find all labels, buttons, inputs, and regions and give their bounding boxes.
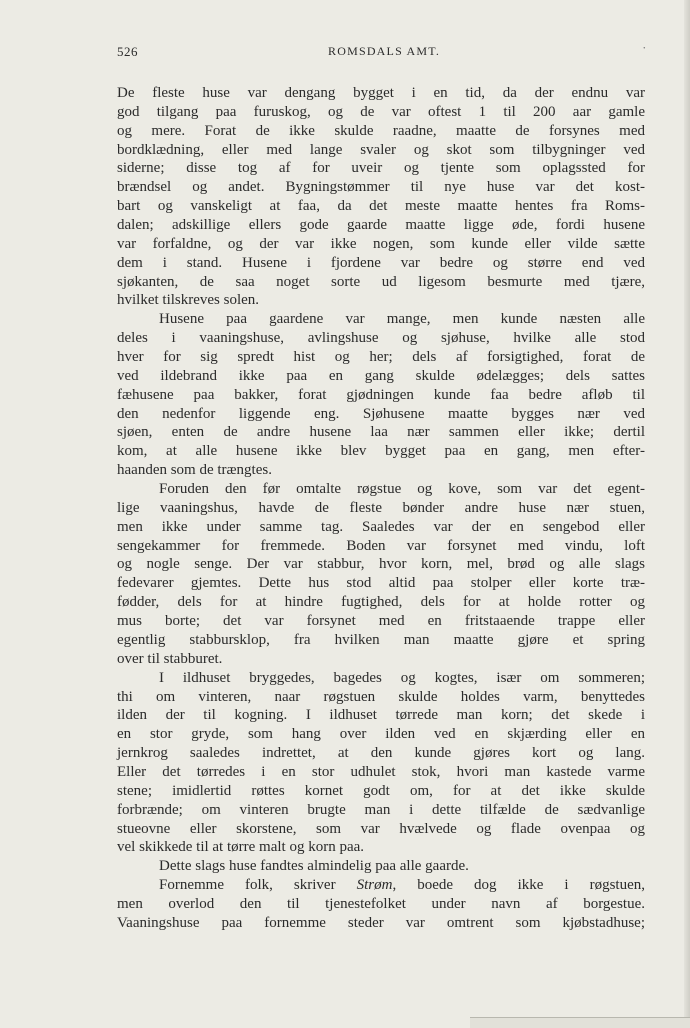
text-line: thi om vinteren, naar røgstuen skulde holdes varm, benyttedes <box>117 688 645 705</box>
text-line: sengekammer for fremmede. Boden var forsynet med vindu, loft <box>117 537 645 554</box>
text-line: over til stabburet. <box>117 650 223 667</box>
text-line: og mere. Forat de ikke skulde raadne, maatte de forsynes med <box>117 122 645 139</box>
text-line: Foruden den før omtalte røgstue og kove, som var det egent- <box>159 481 645 498</box>
text-line: sjøen, enten de andre husene laa nær sammen eller ikke; dertil <box>117 424 645 441</box>
corner-mark: · <box>642 40 647 55</box>
text-line: egentlig stabbursklop, fra hvilken man maatte gjøre et spring <box>117 631 645 648</box>
text-line: men overlod den til tjenestefolket under navn af borgestue. <box>117 895 645 912</box>
text-line: vel skikkede til at tørre malt og korn paa. <box>117 839 365 856</box>
running-head: ROMSDALS AMT. <box>328 44 441 58</box>
text-line: fødder, dels for at hindre fugtighed, dels for at holde rotter og <box>117 594 645 611</box>
text-line: stueovne eller skorstene, som var hvælvede og flade ovenpaa og <box>117 820 645 837</box>
text-fragment: , boede dog ikke i røgstuen, <box>392 877 645 894</box>
text-fragment: Fornemme folk, skriver <box>159 877 357 894</box>
text-line: en stor gryde, som hang over ilden ved en skjærding eller en <box>117 726 645 743</box>
text-line: Vaaningshuse paa fornemme steder var omtrent som kjøbstadhuse; <box>117 914 645 931</box>
text-line: mus borte; det var forsynet med en fritstaaende trappe eller <box>117 613 645 630</box>
page-number: 526 <box>117 44 138 59</box>
text-line: kom, at alle husene ikke blev bygget paa en gang, men efter- <box>117 443 645 460</box>
text-line: I ildhuset bryggedes, bagedes og kogtes, især om sommeren; <box>159 669 645 686</box>
text-line: og nogle senge. Der var stabbur, hvor korn, mel, brød og alle slags <box>117 556 645 573</box>
text-line: siderne; disse tog af for uveir og tjente som oplagssted for <box>117 160 645 177</box>
text-line: den nedenfor liggende eng. Sjøhusene maatte bygges nær ved <box>117 405 645 422</box>
text-line: Eller det tørredes i en stor udhulet stok, hvori man kastede varme <box>117 763 645 780</box>
text-line: men ikke under samme tag. Saaledes var der en sengebod eller <box>117 518 645 535</box>
page-header <box>117 40 647 64</box>
text-line: haanden som de trængtes. <box>117 462 272 479</box>
text-line: sjøkanten, de saa noget sorte ud ligesom besmurte med tjære, <box>117 273 645 290</box>
text-line: hver for sig spredt hist og her; dels af forsigtighed, forat de <box>117 349 645 366</box>
text-line: bordklædning, eller med lange svaler og skot som tilbygninger ved <box>117 141 645 158</box>
text-line: lige vaaningshus, havde de fleste bønder andre huse nær stuen, <box>117 499 645 516</box>
text-line: brændsel og andet. Bygningstømmer til nye huse var det kost- <box>117 179 645 196</box>
text-line: deles i vaaningshuse, avlingshuse og sjøhuse, hvilke alle stod <box>117 330 645 347</box>
text-line-strom <box>117 876 645 895</box>
text-line: Husene paa gaardene var mange, men kunde næsten alle <box>159 311 645 328</box>
text-line: dem i stand. Husene i fjordene var bedre og større end ved <box>117 254 645 271</box>
page-edge-right <box>684 0 690 1028</box>
text-line: fedevarer gjemtes. Dette hus stod altid paa stolper eller korte træ- <box>117 575 645 592</box>
text-line: var forfaldne, og der var ikke nogen, som kunde eller vilde sætte <box>117 235 645 252</box>
text-line: jernkrog saaledes indrettet, at den kunde gjøres kort og lang. <box>117 745 645 762</box>
author-name: Strøm <box>356 877 393 894</box>
text-line: Dette slags huse fandtes almindelig paa alle gaarde. <box>159 858 469 875</box>
text-line: stene; imidlertid røttes kornet godt om, for at det ikke skulde <box>117 782 645 799</box>
text-line: god tilgang paa furuskog, og de var oftest 1 til 200 aar gamle <box>117 103 645 120</box>
text-line: ved ildebrand ikke paa en gang skulde ødelægges; dels sattes <box>117 367 645 384</box>
text-line: ilden der til kogning. I ildhuset tørrede man korn; det skede i <box>117 707 645 724</box>
text-line: fæhusene paa bakker, forat gjødningen kunde faa bedre afløb til <box>117 386 645 403</box>
text-line: De fleste huse var dengang bygget i en tid, da der endnu var <box>117 85 645 101</box>
text-line: dalen; adskillige ellers gode gaarde maatte ligge øde, fordi husene <box>117 217 645 234</box>
text-line: forbrænde; om vinteren brugte man i dette tilfælde de sædvanlige <box>117 801 645 818</box>
body-text <box>117 84 645 933</box>
page-edge-bottom <box>470 1017 690 1028</box>
text-line: bart og vanskeligt at faa, da det meste maatte hentes fra Roms- <box>117 198 645 215</box>
text-line: hvilket tilskreves solen. <box>117 292 260 309</box>
